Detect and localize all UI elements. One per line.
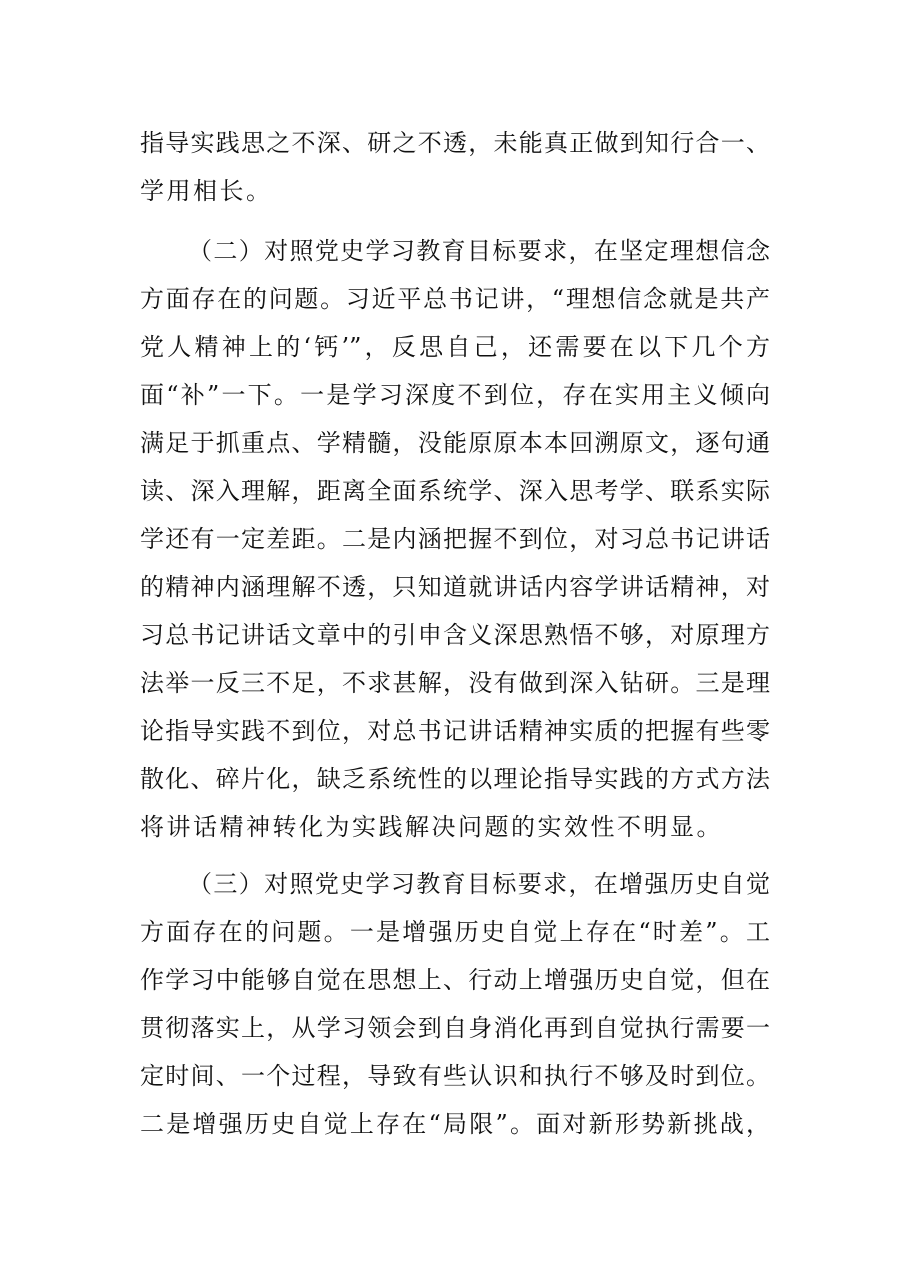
text-line-14: 散化、碎片化，缺乏系统性的以理论指导实践的方式方法 <box>140 765 770 793</box>
section-3-heading-line: （三）对照党史学习教育目标要求，在增强历史自觉 <box>188 870 770 898</box>
text-line-1: 指导实践思之不深、研之不透，未能真正做到知行合一、 <box>140 129 770 157</box>
text-line-15: 将讲话精神转化为实践解决问题的实效性不明显。 <box>140 813 723 841</box>
text-line-6: 面“补”一下。一是学习深度不到位，存在实用主义倾向 <box>140 381 770 409</box>
text-line-2: 学用相长。 <box>140 177 273 205</box>
text-line-19: 贯彻落实上，从学习领会到自身消化再到自觉执行需要一 <box>140 1014 770 1042</box>
text-line-5: 党人精神上的‘钙’”，反思自己，还需要在以下几个方 <box>140 333 770 361</box>
text-line-21: 二是增强历史自觉上存在“局限”。面对新形势新挑战， <box>140 1110 770 1138</box>
text-line-8: 读、深入理解，距离全面系统学、深入思考学、联系实际 <box>140 477 770 505</box>
text-line-18: 作学习中能够自觉在思想上、行动上增强历史自觉，但在 <box>140 966 770 994</box>
section-2-heading-line: （二）对照党史学习教育目标要求，在坚定理想信念 <box>188 237 770 265</box>
text-line-12: 法举一反三不足，不求甚解，没有做到深入钻研。三是理 <box>140 669 770 697</box>
text-line-4: 方面存在的问题。习近平总书记讲，“理想信念就是共产 <box>140 285 770 313</box>
text-line-11: 习总书记讲话文章中的引申含义深思熟悟不够，对原理方 <box>140 621 770 649</box>
text-line-10: 的精神内涵理解不透，只知道就讲话内容学讲话精神，对 <box>140 573 770 601</box>
text-line-9: 学还有一定差距。二是内涵把握不到位，对习总书记讲话 <box>140 525 770 553</box>
text-line-7: 满足于抓重点、学精髓，没能原原本本回溯原文，逐句通 <box>140 429 770 457</box>
text-line-20: 定时间、一个过程，导致有些认识和执行不够及时到位。 <box>140 1062 770 1090</box>
text-line-13: 论指导实践不到位，对总书记讲话精神实质的把握有些零 <box>140 717 770 745</box>
text-line-17: 方面存在的问题。一是增强历史自觉上存在“时差”。工 <box>140 918 770 946</box>
